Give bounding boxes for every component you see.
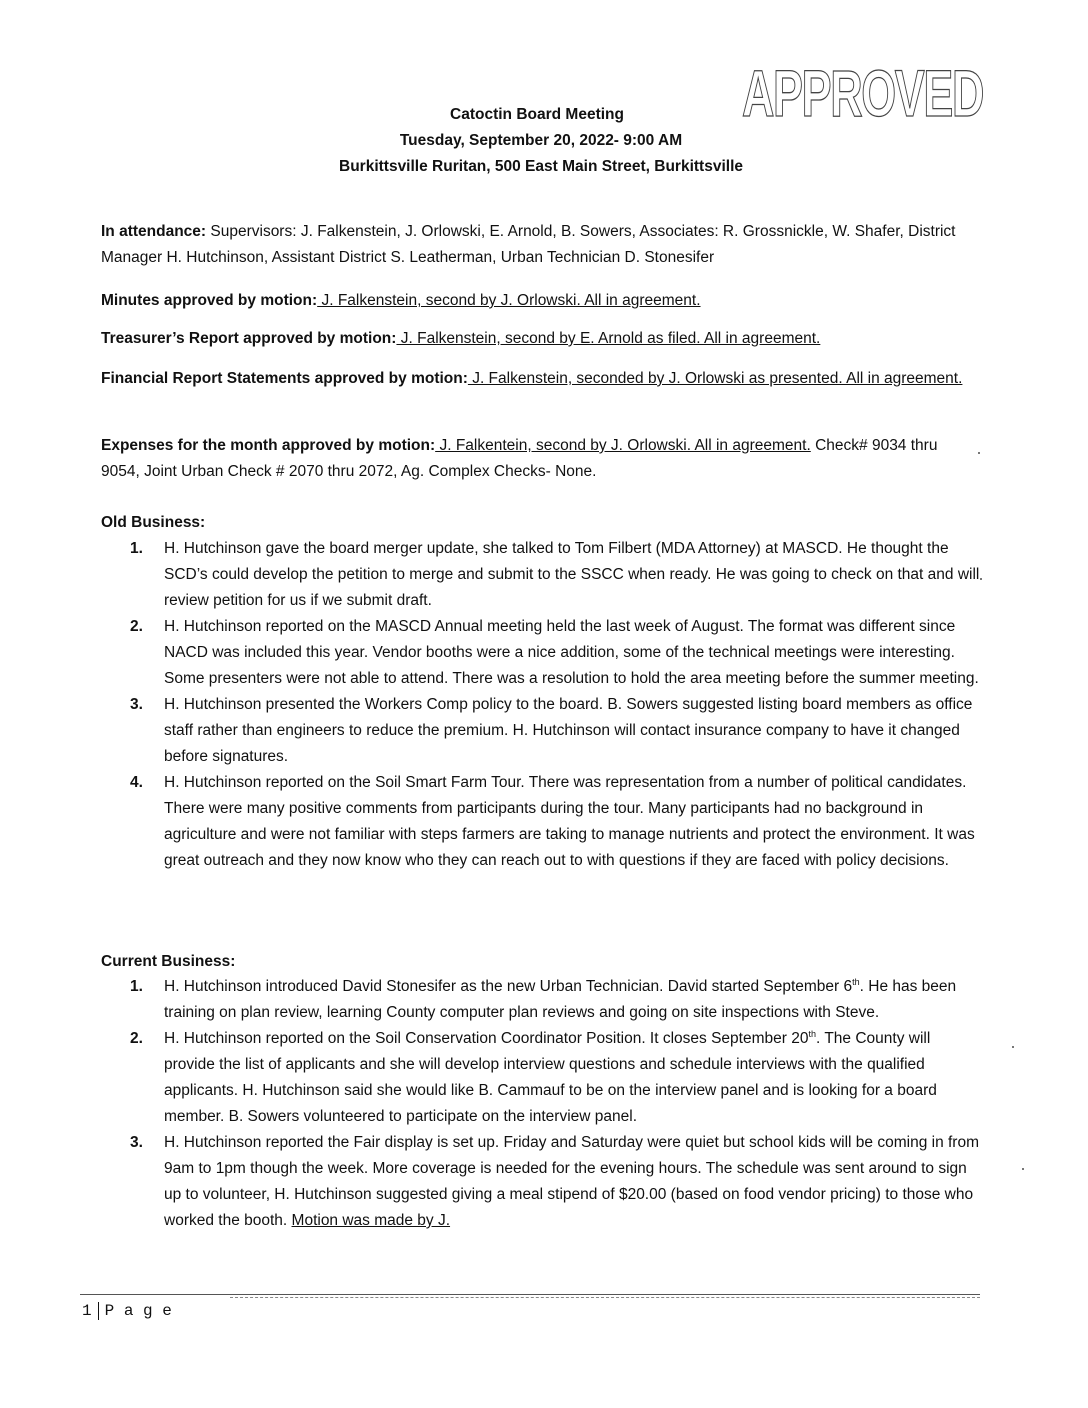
motion-label: Financial Report Statements approved by motion: <box>101 370 468 387</box>
item-number: 3. <box>130 696 143 713</box>
item-text-cont: . The County will provide the list of applicants and she will develop interview questions and schedule interviews with the qualified applicants. H. Hutchinson said she would like B. Cammauf to be on the interview panel and is looking for a board member. B. Sowers volunteered to participate on the interview panel. <box>164 1030 937 1125</box>
meeting-title: Catoctin Board Meeting <box>450 106 624 123</box>
list-item <box>130 614 980 692</box>
scan-speck <box>978 452 980 454</box>
meeting-date: Tuesday, September 20, 2022- 9:00 AM <box>399 132 683 149</box>
footer-separator <box>98 1302 99 1320</box>
item-text: H. Hutchinson gave the board merger update, she talked to Tom Filbert (MDA Attorney) at MASCD. He thought the SCD’s could develop the petition to merge and submit to the SSCC when ready. He was going to check on that and will review petition for us if we submit draft. <box>164 540 980 609</box>
page-number: 1 <box>82 1302 92 1321</box>
list-item <box>130 770 980 874</box>
motion-label: Minutes approved by motion: <box>101 292 318 309</box>
old-business-list <box>130 536 980 874</box>
item-text: H. Hutchinson reported on the Soil Conservation Coordinator Position. It closes September 20 <box>164 1030 809 1047</box>
motion-detail: J. Falkenstein, second by J. Orlowski. All in agreement. <box>317 292 701 309</box>
item-text: H. Hutchinson reported the Fair display is set up. Friday and Saturday were quiet but school kids will be coming in from 9am to 1pm though the week. More coverage is needed for the evening hours. The schedule was sent around to sign up to volunteer, H. Hutchinson suggested giving a meal stipend of $20.00 (based on food vendor pricing) to those who worked the booth. <box>164 1134 979 1229</box>
item-text: H. Hutchinson reported on the MASCD Annual meeting held the last week of August. The format was different since NACD was included this year. Vendor booths were a nice addition, some of the technical meetings were interesting. Some presenters were not able to attend. There was a resolution to hold the area meeting before the summer meeting. <box>164 618 979 687</box>
motion-label: Expenses for the month approved by motion: <box>101 437 436 454</box>
page-footer <box>82 1302 172 1320</box>
motion-label: Treasurer’s Report approved by motion: <box>101 330 397 347</box>
ordinal-suffix: th <box>852 976 860 987</box>
approved-stamp: APPROVED <box>742 56 984 130</box>
list-item <box>130 692 980 770</box>
motion-detail: J. Falkenstein, seconded by J. Orlowski as presented. All in agreement. <box>467 370 963 387</box>
item-text: H. Hutchinson presented the Workers Comp policy to the board. B. Sowers suggested listing board members as office staff rather than engineers to reduce the premium. H. Hutchinson will contact insurance company to have it changed before signatures. <box>164 696 973 765</box>
old-business-heading: Old Business: <box>101 514 206 531</box>
attendance-text: Supervisors: J. Falkenstein, J. Orlowski, E. Arnold, B. Sowers, Associates: R. Grossnickle, W. Shafer, District Manager H. Hutchinson, Assistant District S. Leatherman, Urban Technician D. Stonesifer <box>101 223 956 266</box>
list-item <box>130 974 980 1026</box>
scan-speck <box>1012 1046 1014 1048</box>
footer-divider-scan <box>230 1297 980 1298</box>
item-number: 4. <box>130 774 143 791</box>
scan-speck <box>1022 1168 1024 1170</box>
list-item <box>130 536 980 614</box>
ordinal-suffix: th <box>808 1028 816 1039</box>
item-number: 1. <box>130 978 143 995</box>
attendance-paragraph <box>101 219 971 271</box>
meeting-location: Burkittsville Ruritan, 500 East Main Street, Burkittsville <box>339 158 743 175</box>
item-number: 3. <box>130 1134 143 1151</box>
item-number: 2. <box>130 1030 143 1047</box>
list-item <box>130 1026 980 1130</box>
attendance-label: In attendance: <box>101 223 207 240</box>
item-text: H. Hutchinson reported on the Soil Smart Farm Tour. There was representation from a number of political candidates. There were many positive comments from participants during the tour. Many participants had no background in agriculture and were not familiar with steps farmers are taking to manage nutrients and protect the environment. It was great outreach and they now know who they can reach out to with questions if they are faced with policy decisions. <box>164 774 975 869</box>
footer-divider <box>80 1294 980 1295</box>
motion-detail: Motion was made by J. <box>291 1212 451 1229</box>
item-text: H. Hutchinson introduced David Stonesifer as the new Urban Technician. David started September 6 <box>164 978 853 995</box>
motion-expenses <box>101 433 971 485</box>
scan-speck <box>980 578 982 580</box>
current-business-heading: Current Business: <box>101 953 236 970</box>
item-number: 2. <box>130 618 143 635</box>
motion-treasurer <box>101 326 971 352</box>
motion-financial <box>101 366 971 392</box>
motion-tail: Check# 9034 thru 9054, Joint Urban Check # 2070 thru 2072, Ag. Complex Checks- None. <box>101 437 938 480</box>
page-label: P a g e <box>104 1302 172 1321</box>
list-item <box>130 1130 980 1234</box>
item-number: 1. <box>130 540 143 557</box>
current-business-list <box>130 974 980 1234</box>
item-text-cont: . He has been training on plan review, learning County computer plan reviews and going on site inspections with Steve. <box>164 978 957 1021</box>
motion-detail: J. Falkenstein, second by E. Arnold as filed. All in agreement. <box>396 330 821 347</box>
motion-minutes <box>101 288 971 314</box>
motion-detail: J. Falkentein, second by J. Orlowski. All in agreement. <box>435 437 811 454</box>
